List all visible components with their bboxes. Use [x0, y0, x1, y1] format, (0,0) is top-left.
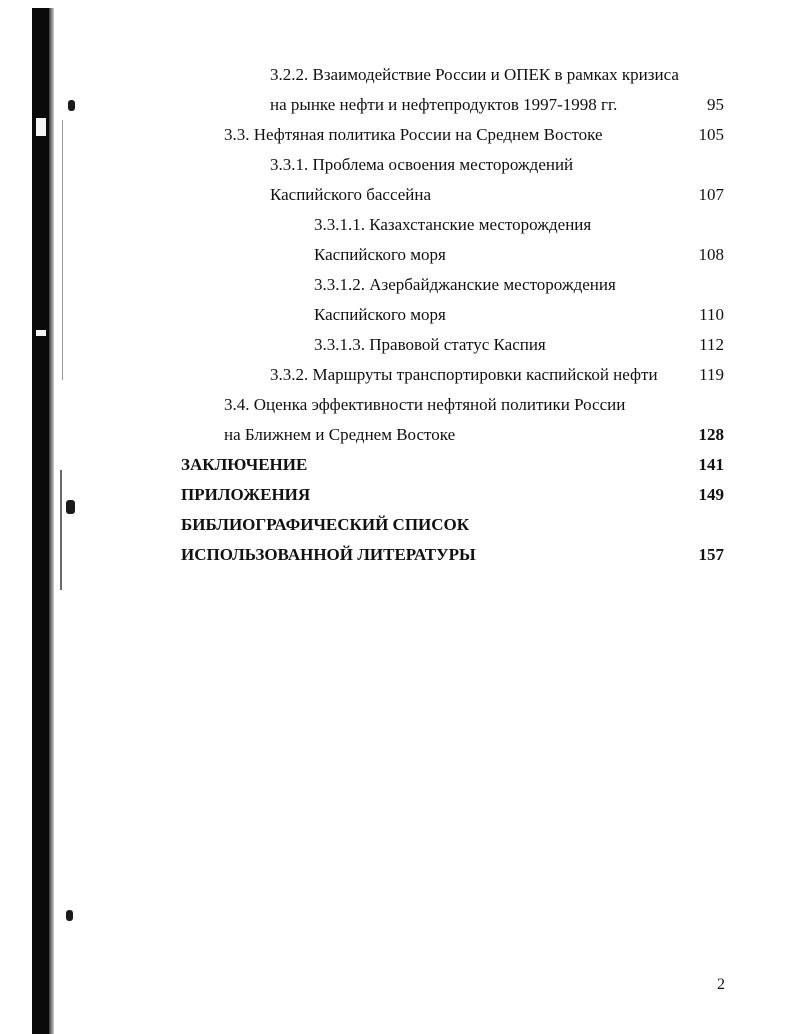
scan-artifact-dot: [66, 910, 73, 921]
toc-entry-title: на рынке нефти и нефтепродуктов 1997-1998 гг.: [270, 95, 618, 114]
toc-entry: [314, 330, 724, 360]
toc-entry-title: 3.3.2. Маршруты транспортировки каспийской нефти: [270, 365, 658, 384]
toc-entry: [270, 360, 724, 390]
toc-entry-title: ЗАКЛЮЧЕНИЕ: [181, 455, 308, 474]
toc-entry-page: 141: [698, 455, 724, 474]
toc-entry: [270, 60, 724, 90]
toc-entry-title: 3.3.1.2. Азербайджанские месторождения: [314, 275, 616, 294]
toc-entry: [270, 180, 724, 210]
toc-entry: [270, 150, 724, 180]
toc-entry-title: Каспийского моря: [314, 245, 446, 264]
toc-entry-page: 108: [698, 245, 724, 264]
toc-entry-page: 149: [698, 485, 724, 504]
scan-artifact-dot: [68, 100, 75, 111]
scan-artifact-line: [60, 470, 62, 590]
toc-entry-title: 3.3. Нефтяная политика России на Среднем Востоке: [224, 125, 603, 144]
toc-entry: [224, 120, 724, 150]
toc-entry-title: Каспийского моря: [314, 305, 446, 324]
scan-binding-shadow: [49, 8, 54, 1034]
toc-entry-title: ИСПОЛЬЗОВАННОЙ ЛИТЕРАТУРЫ: [181, 545, 476, 564]
toc-entry: [314, 300, 724, 330]
toc-entry: [224, 390, 724, 420]
toc-entry-title: Каспийского бассейна: [270, 185, 432, 204]
toc-entry-title: 3.3.1.1. Казахстанские месторождения: [314, 215, 592, 234]
toc-entry: [270, 90, 724, 120]
toc-entry-title: 3.4. Оценка эффективности нефтяной политики России: [224, 395, 626, 414]
toc-entry: [314, 240, 724, 270]
toc-entry: [181, 510, 724, 540]
toc-entry-page: 105: [698, 125, 724, 144]
toc-entry-page: 119: [699, 365, 724, 384]
toc-entry-page: 110: [699, 305, 724, 324]
toc-entry-title: ПРИЛОЖЕНИЯ: [181, 485, 311, 504]
toc-entry: [181, 540, 724, 570]
toc-entry-title: БИБЛИОГРАФИЧЕСКИЙ СПИСОК: [181, 515, 470, 534]
scan-artifact-line: [62, 120, 63, 380]
toc-entry: [224, 420, 724, 450]
toc-entry: [314, 270, 724, 300]
toc-entry-page: 128: [698, 425, 724, 444]
toc-entry-title: 3.2.2. Взаимодействие России и ОПЕК в рамках кризиса: [270, 65, 679, 84]
toc-entry: [314, 210, 724, 240]
toc-entry-title: на Ближнем и Среднем Востоке: [224, 425, 456, 444]
scan-binding-gap: [36, 330, 46, 336]
toc-entry-title: 3.3.1. Проблема освоения месторождений: [270, 155, 574, 174]
scan-binding-gap: [36, 118, 46, 136]
toc-entry-page: 157: [698, 545, 724, 564]
toc-entry: [181, 480, 724, 510]
toc-entry-page: 112: [699, 335, 724, 354]
toc-entry-title: 3.3.1.3. Правовой статус Каспия: [314, 335, 546, 354]
toc-entry-page: 95: [707, 95, 724, 114]
toc-entry-page: 107: [698, 185, 724, 204]
scan-artifact-dot: [66, 500, 75, 514]
page-number: 2: [717, 976, 725, 993]
toc-entry: [181, 450, 724, 480]
scan-binding-edge: [32, 8, 49, 1034]
